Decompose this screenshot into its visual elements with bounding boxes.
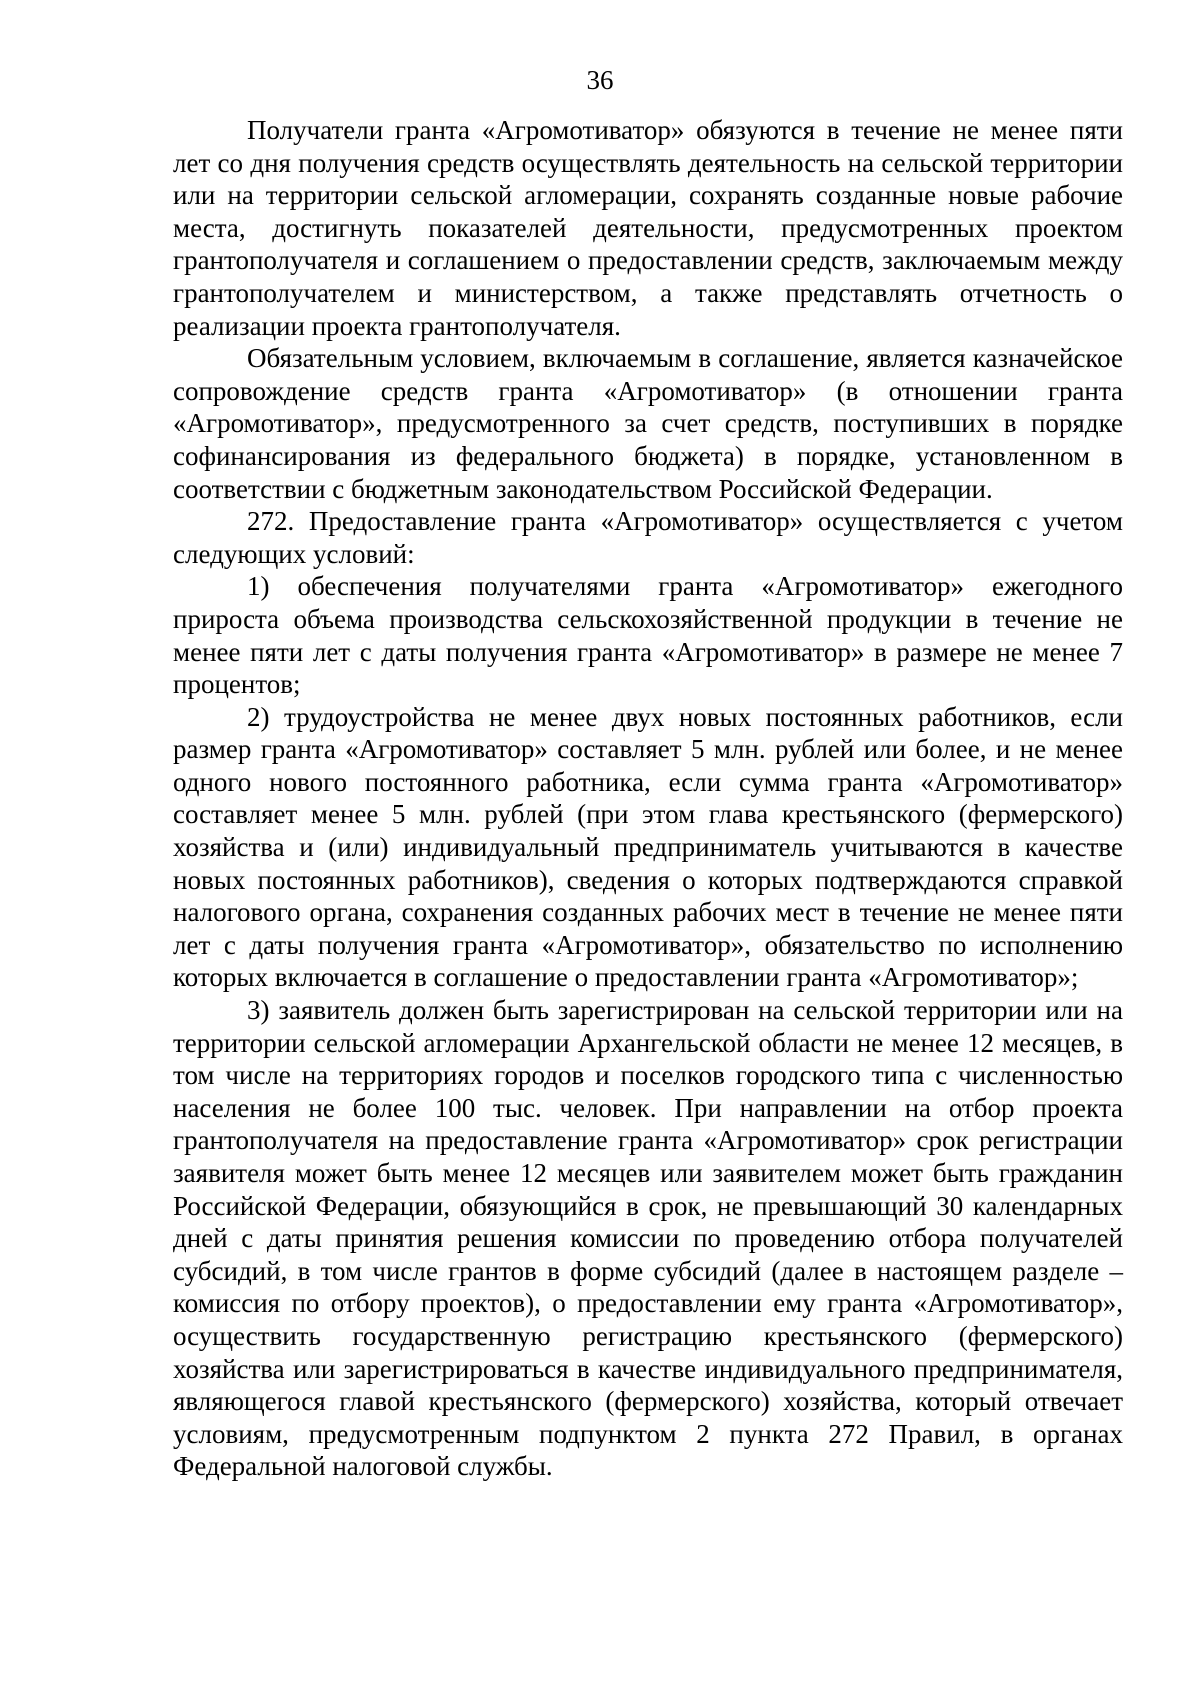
paragraph-condition-1: 1) обеспечения получателями гранта «Агромотиватор» ежегодного прироста объема производства сельскохозяйственной продукции в течение не менее пяти лет с даты получения гранта «Агромотиватор» в размере не менее 7 процентов; — [173, 571, 1123, 700]
paragraph-clause-272: 272. Предоставление гранта «Агромотиватор» осуществляется с учетом следующих условий: — [173, 506, 1123, 569]
paragraph-treasury-support: Обязательным условием, включаемым в соглашение, является казначейское сопровождение средств гранта «Агромотиватор» (в отношении гранта «Агромотиватор», предусмотренного за счет средств, поступивших в порядке софинансирования из федерального бюджета) в порядке, установленном в соответствии с бюджетным законодательством Российской Федерации. — [173, 343, 1123, 504]
paragraph-grant-obligations: Получатели гранта «Агромотиватор» обязуются в течение не менее пяти лет со дня получения средств осуществлять деятельность на сельской территории или на территории сельской агломерации, сохранять созданные новые рабочие места, достигнуть показателей деятельности, предусмотренных проектом грантополучателя и соглашением о предоставлении средств, заключаемым между грантополучателем и министерством, а также представлять отчетность о реализации проекта грантополучателя. — [173, 115, 1123, 341]
page-number: 36 — [586, 65, 614, 95]
document-body — [173, 114, 1123, 1483]
paragraph-condition-2: 2) трудоустройства не менее двух новых постоянных работников, если размер гранта «Агромотиватор» составляет 5 млн. рублей или более, и не менее одного нового постоянного работника, если сумма гранта «Агромотиватор» составляет менее 5 млн. рублей (при этом глава крестьянского (фермерского) хозяйства и (или) индивидуальный предприниматель учитываются в качестве новых постоянных работников), сведения о которых подтверждаются справкой налогового органа, сохранения созданных рабочих мест в течение не менее пяти лет с даты получения гранта «Агромотиватор», обязательство по исполнению которых включается в соглашение о предоставлении гранта «Агромотиватор»; — [173, 701, 1123, 993]
paragraph-condition-3: 3) заявитель должен быть зарегистрирован на сельской территории или на территории сельской агломерации Архангельской области не менее 12 месяцев, в том числе на территориях городов и поселков городского типа с численностью населения не более 100 тыс. человек. При направлении на отбор проекта грантополучателя на предоставление гранта «Агромотиватор» срок регистрации заявителя может быть менее 12 месяцев или заявителем может быть гражданин Российской Федерации, обязующийся в срок, не превышающий 30 календарных дней с даты принятия решения комиссии по проведению отбора получателей субсидий, в том числе грантов в форме субсидий (далее в настоящем разделе – комиссия по отбору проектов), о предоставлении ему гранта «Агромотиватор», осуществить государственную регистрацию крестьянского (фермерского) хозяйства или зарегистрироваться в качестве индивидуального предпринимателя, являющегося главой крестьянского (фермерского) хозяйства, который отвечает условиям, предусмотренным подпунктом 2 пункта 272 Правил, в органах Федеральной налоговой службы. — [173, 995, 1123, 1482]
